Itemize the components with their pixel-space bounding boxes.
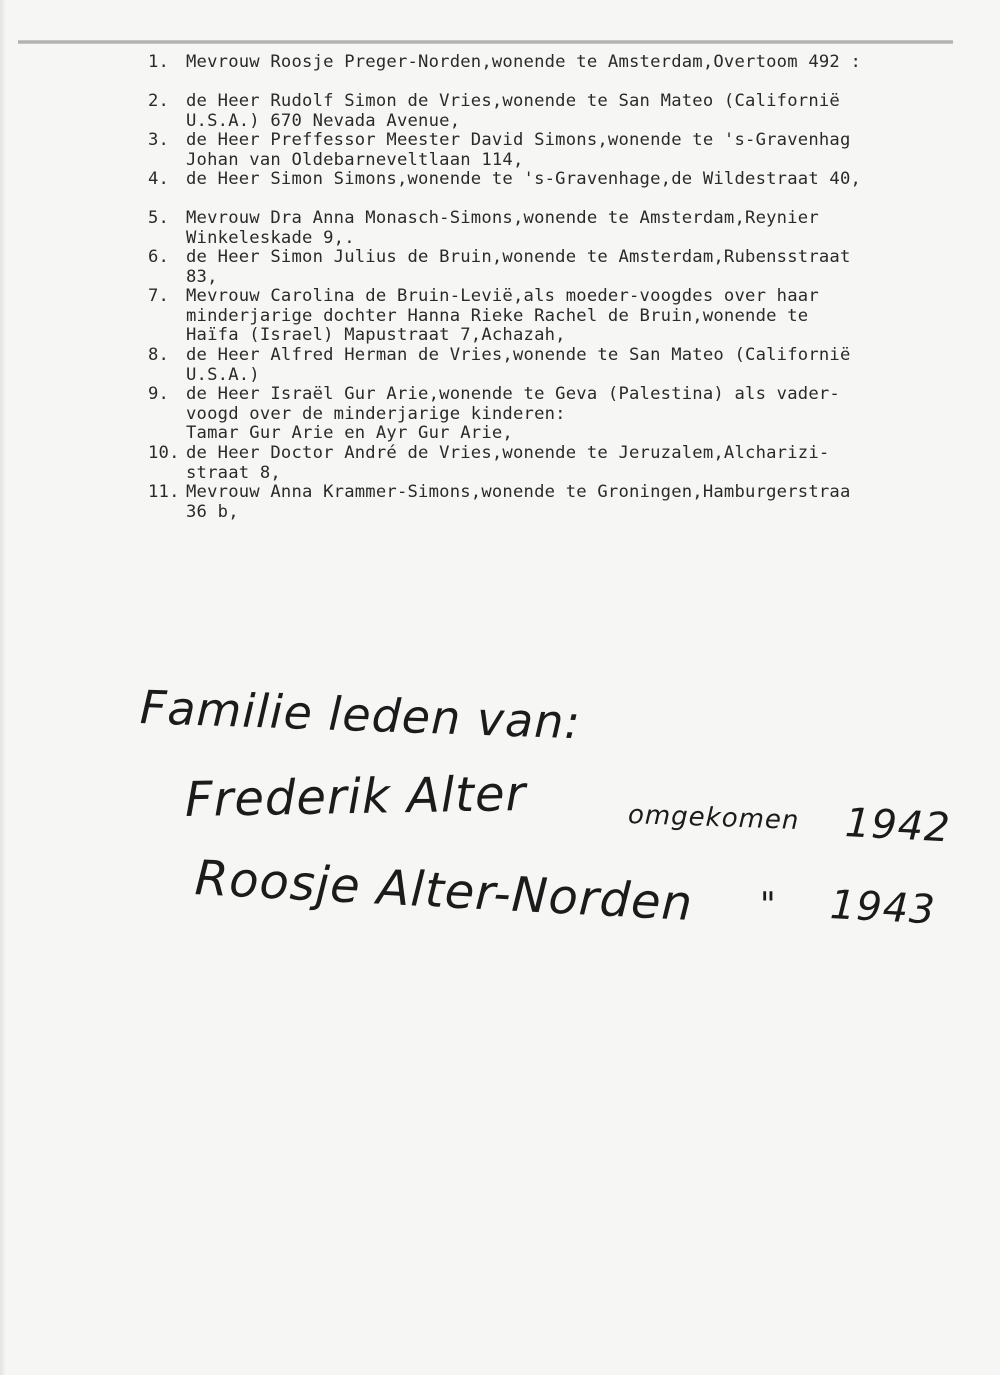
- entry-number: 11.: [148, 482, 180, 502]
- entry-text-line: Haïfa (Israel) Mapustraat 7,Achazah,: [186, 325, 566, 345]
- entry-text-line: de Heer Israël Gur Arie,wonende te Geva (Palestina) als vader-: [186, 384, 840, 404]
- entry-text-line: straat 8,: [186, 462, 281, 483]
- entry-number: 4.: [148, 169, 170, 189]
- entry-number: 1.: [148, 52, 170, 72]
- entry-text-line: U.S.A.) 670 Nevada Avenue,: [186, 110, 461, 131]
- entry-text-line: minderjarige dochter Hanna Rieke Rachel de Bruin,wonende te: [186, 305, 809, 326]
- handwritten-heading: Familie leden van:: [139, 680, 582, 750]
- entry-number: 2.: [148, 91, 170, 111]
- entry-number: 8.: [148, 345, 170, 365]
- entry-number: 9.: [148, 384, 170, 404]
- entry-text-line: Winkeleskade 9,.: [186, 227, 355, 248]
- entry-text-line: de Heer Simon Simons,wonende te 's-Gravenhage,de Wildestraat 40,: [186, 169, 862, 189]
- entry-text-line: de Heer Alfred Herman de Vries,wonende te San Mateo (Californië: [186, 345, 851, 365]
- entry-text-line: Mevrouw Dra Anna Monasch-Simons,wonende te Amsterdam,Reynier: [186, 208, 819, 228]
- entry-text-line: 36 b,: [186, 501, 239, 522]
- handwritten-person1-name: Frederik Alter: [184, 766, 527, 828]
- entry-text-line: Tamar Gur Arie en Ayr Gur Arie,: [186, 423, 513, 443]
- entry-number: 7.: [148, 286, 170, 306]
- handwritten-person2-name: Roosje Alter-Norden: [193, 850, 695, 933]
- entry-text-line: Mevrouw Roosje Preger-Norden,wonende te Amsterdam,Overtoom 492 :: [186, 52, 862, 72]
- entry-text-line: U.S.A.): [186, 364, 260, 385]
- entry-text-line: de Heer Doctor André de Vries,wonende te Jeruzalem,Alcharizi-: [186, 443, 830, 463]
- handwritten-person1-note: omgekomen: [627, 800, 800, 836]
- typed-entry-list: [0, 50, 1000, 530]
- entry-number: 6.: [148, 247, 170, 267]
- top-rule-line: [18, 40, 953, 44]
- entry-text-line: Mevrouw Carolina de Bruin-Levië,als moeder-voogdes over haar: [186, 286, 819, 306]
- entry-text-line: de Heer Simon Julius de Bruin,wonende te Amsterdam,Rubensstraat: [186, 247, 851, 267]
- entry-text-line: de Heer Preffessor Meester David Simons,wonende te 's-Gravenhag: [186, 130, 851, 150]
- entry-number: 5.: [148, 208, 170, 228]
- entry-text-line: Mevrouw Anna Krammer-Simons,wonende te Groningen,Hamburgerstraa: [186, 482, 851, 502]
- entry-number: 3.: [148, 130, 170, 150]
- entry-number: 10.: [148, 443, 180, 463]
- entry-text-line: de Heer Rudolf Simon de Vries,wonende te San Mateo (Californië: [186, 91, 840, 111]
- entry-text-line: voogd over de minderjarige kinderen:: [186, 403, 566, 424]
- entry-text-line: 83,: [186, 266, 218, 287]
- entry-text-line: Johan van Oldebarneveltlaan 114,: [186, 149, 524, 170]
- handwritten-person2-year: 1943: [828, 882, 937, 934]
- handwritten-person1-year: 1942: [843, 800, 952, 852]
- handwritten-ditto-mark: ": [760, 885, 777, 925]
